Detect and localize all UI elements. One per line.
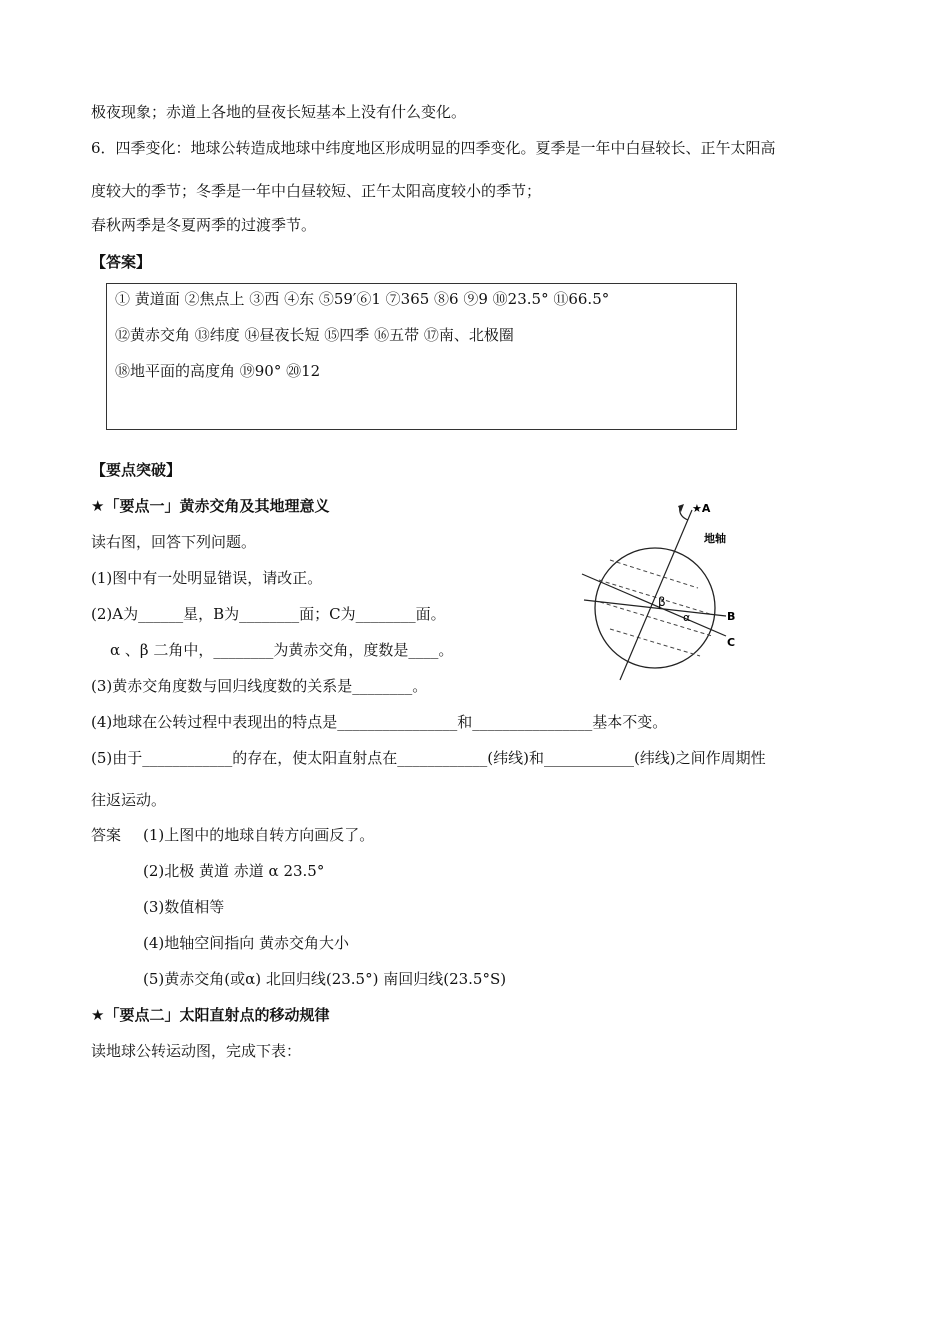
answer-2: (2)北极 黄道 赤道 α 23.5° bbox=[143, 862, 325, 880]
answer-label: 答案 bbox=[91, 826, 122, 844]
label-beta: β bbox=[658, 595, 666, 609]
question-3: (3)黄赤交角度数与回归线度数的关系是________。 bbox=[91, 677, 428, 695]
point2-title: ★「要点二」太阳直射点的移动规律 bbox=[91, 1006, 330, 1024]
intro-line-1: 极夜现象；赤道上各地的昼夜长短基本上没有什么变化。 bbox=[91, 103, 467, 121]
answer-1: (1)上图中的地球自转方向画反了。 bbox=[143, 826, 375, 844]
question-2b: α 、β 二角中，________为黄赤交角，度数是____。 bbox=[110, 641, 454, 659]
point1-prompt: 读右图，回答下列问题。 bbox=[91, 533, 257, 551]
label-axis: 地轴 bbox=[704, 532, 726, 545]
key-points-heading: 【要点突破】 bbox=[91, 461, 182, 479]
ecliptic-plane-line bbox=[584, 600, 726, 616]
question-2: (2)A为______星，B为________面；C为________面。 bbox=[91, 605, 446, 623]
question-5: (5)由于____________的存在，使太阳直射点在____________(纬线)和____________(纬线)之间作周期性 bbox=[91, 749, 766, 767]
intro-line-3: 度较大的季节；冬季是一年中白昼较短、正午太阳高度较小的季节； bbox=[91, 182, 542, 200]
label-alpha: α bbox=[683, 611, 691, 624]
intro-line-4: 春秋两季是冬夏两季的过渡季节。 bbox=[91, 216, 317, 234]
question-5b: 往返运动。 bbox=[91, 791, 167, 809]
label-b: B bbox=[727, 610, 736, 623]
label-c: C bbox=[727, 636, 736, 649]
answer-heading: 【答案】 bbox=[91, 253, 152, 271]
point2-prompt: 读地球公转运动图，完成下表： bbox=[91, 1042, 302, 1060]
intro-line-2: 6．四季变化：地球公转造成地球中纬度地区形成明显的四季变化。夏季是一年中白昼较长、正午太阳高 bbox=[91, 139, 776, 157]
answer-row-3: ⑱地平面的高度角 ⑲90° ⑳12 bbox=[115, 362, 321, 380]
question-1: (1)图中有一处明显错误，请改正。 bbox=[91, 569, 323, 587]
answer-5: (5)黄赤交角(或α) 北回归线(23.5°) 南回归线(23.5°S) bbox=[143, 970, 507, 988]
equator-plane-line bbox=[582, 574, 726, 636]
answer-box bbox=[106, 283, 737, 430]
point1-title: ★「要点一」黄赤交角及其地理意义 bbox=[91, 497, 330, 515]
label-star-a: ★A bbox=[692, 502, 711, 515]
answer-row-1: ① 黄道面 ②焦点上 ③西 ④东 ⑤59′⑥1 ⑦365 ⑧6 ⑨9 ⑩23.5° ⑪66.5° bbox=[115, 290, 610, 308]
answer-row-2: ⑫黄赤交角 ⑬纬度 ⑭昼夜长短 ⑮四季 ⑯五带 ⑰南、北极圈 bbox=[115, 326, 514, 344]
answer-4: (4)地轴空间指向 黄赤交角大小 bbox=[143, 934, 350, 952]
rotation-arrowhead-icon bbox=[678, 504, 684, 512]
question-4: (4)地球在公转过程中表现出的特点是________________和________________基本不变。 bbox=[91, 713, 668, 731]
answer-3: (3)数值相等 bbox=[143, 898, 225, 916]
ecliptic-obliquity-figure bbox=[570, 490, 760, 690]
